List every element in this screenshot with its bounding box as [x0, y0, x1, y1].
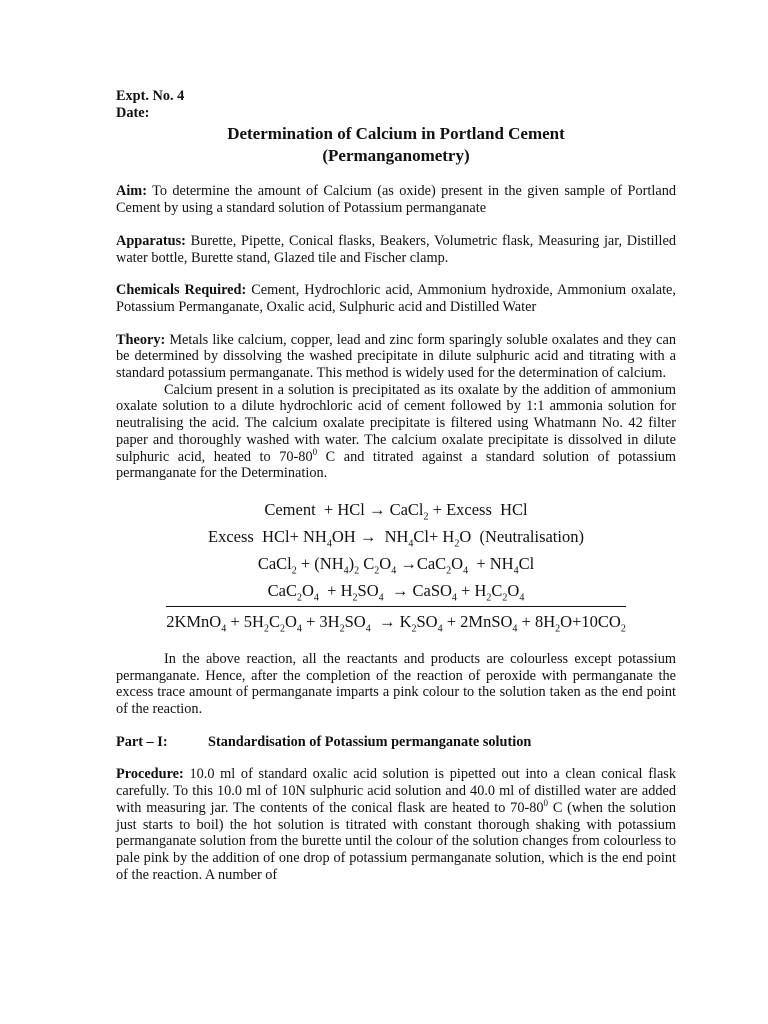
apparatus-label: Apparatus:	[116, 232, 186, 249]
chemicals-text: Cement, Hydrochloric acid, Ammonium hydroxide, Ammonium oxalate, Potassium Permanganate, Oxalic acid, Sulphuric acid and Distilled Water	[116, 282, 676, 315]
chemicals-label: Chemicals Required:	[116, 282, 247, 299]
aim-section	[116, 183, 676, 216]
apparatus-section	[116, 233, 676, 266]
theory-label: Theory:	[116, 331, 166, 348]
theory-section	[116, 332, 676, 382]
procedure-section: Procedure: 10.0 ml of standard oxalic acid solution is pipetted out into a clean conical flask carefully. To this 10.0 ml of 10N sulphuric acid solution and 40.0 ml of distilled water are added with measuring jar. The contents of the conical flask are heated to $70-80^0$ C (when the solution just starts to boil) the hot solution is titrated with constant thorough shaking with potassium permanganate solution from the burette until the colour of the solution changes from colourless to pale pink by the addition of one drop of potassium permanganate solution, which is the end point of the reaction. A number of	[116, 766, 676, 883]
theory-text: Metals like calcium, copper, lead and zinc form sparingly soluble oxalates and they can be determined by dissolving the washed precipitate in dilute sulphuric acid and titrating with a standard potassium permanganate. This method is widely used for the determination of calcium.	[116, 331, 676, 382]
equation-4: $CaC_2O_4 + H_2SO_4$ → CaSO$_4$ + $H_2C_2O_4$	[267, 580, 525, 604]
theory-paragraph-2: Calcium present in a solution is precipitated as its oxalate by the addition of ammonium oxalate solution to a dilute hydrochloric acid of cement followed by 1:1 ammonia solution for neutralising the acid. The calcium oxalate precipitate is filtered using Whatmann No. 42 filter paper and thoroughly washed with water. The calcium oxalate precipitate is dissolved in dilute sulphuric acid, heated to $70-80^0$ C and titrated against a standard solution of potassium permanganate for the Determination.	[116, 381, 676, 482]
equation-net: 2KMnO$_4$ + $5H_2C_2O_4 + 3H_2SO_4 \to K_2SO_4$ + 2MnSO$_4$ + $8H_2O+10CO_2$	[166, 606, 626, 635]
title-line-1: Determination of Calcium in Portland Cement	[227, 124, 565, 144]
title-line-2: (Permanganometry)	[322, 146, 470, 166]
experiment-number: Expt. No. 4	[116, 88, 185, 104]
apparatus-text: Burette, Pipette, Conical flasks, Beakers, Volumetric flask, Measuring jar, Distilled water bottle, Burette stand, Glazed tile and Fischer clamp.	[116, 232, 676, 266]
equation-2: Excess $HCl+ NH_4OH \to NH_4Cl+ H_2O$ (Neutralisation)	[208, 526, 584, 550]
part-1-heading	[116, 734, 676, 751]
chemicals-section	[116, 282, 676, 315]
equation-1: Cement + HCl → CaCl$_2$ + Excess HCl	[264, 499, 528, 523]
reaction-equations	[116, 496, 676, 635]
aim-text: To determine the amount of Calcium (as oxide) present in the given sample of Portland Cement by using a standard solution of Potassium permanganate	[116, 183, 676, 217]
experiment-date: Date:	[116, 104, 150, 121]
part-1-number: Part – I:	[116, 733, 168, 750]
aim-label: Aim:	[116, 183, 147, 200]
reaction-note: In the above reaction, all the reactants and products are colourless except potassium permanganate. Hence, after the completion of the reaction of peroxide with permanganate the excess trace amount of permanganate imparts a pink colour to the solution taken as the end point of the reaction.	[116, 650, 676, 718]
procedure-label: Procedure:	[116, 766, 184, 783]
part-1-title: Standardisation of Potassium permanganate solution	[208, 733, 532, 750]
document-page	[116, 88, 676, 883]
document-title	[116, 123, 676, 167]
equation-3: CaCl$_2$ + $(NH_4)_2$ $C_2O_4 \to CaC_2O_4 + NH_4Cl$	[257, 553, 535, 577]
